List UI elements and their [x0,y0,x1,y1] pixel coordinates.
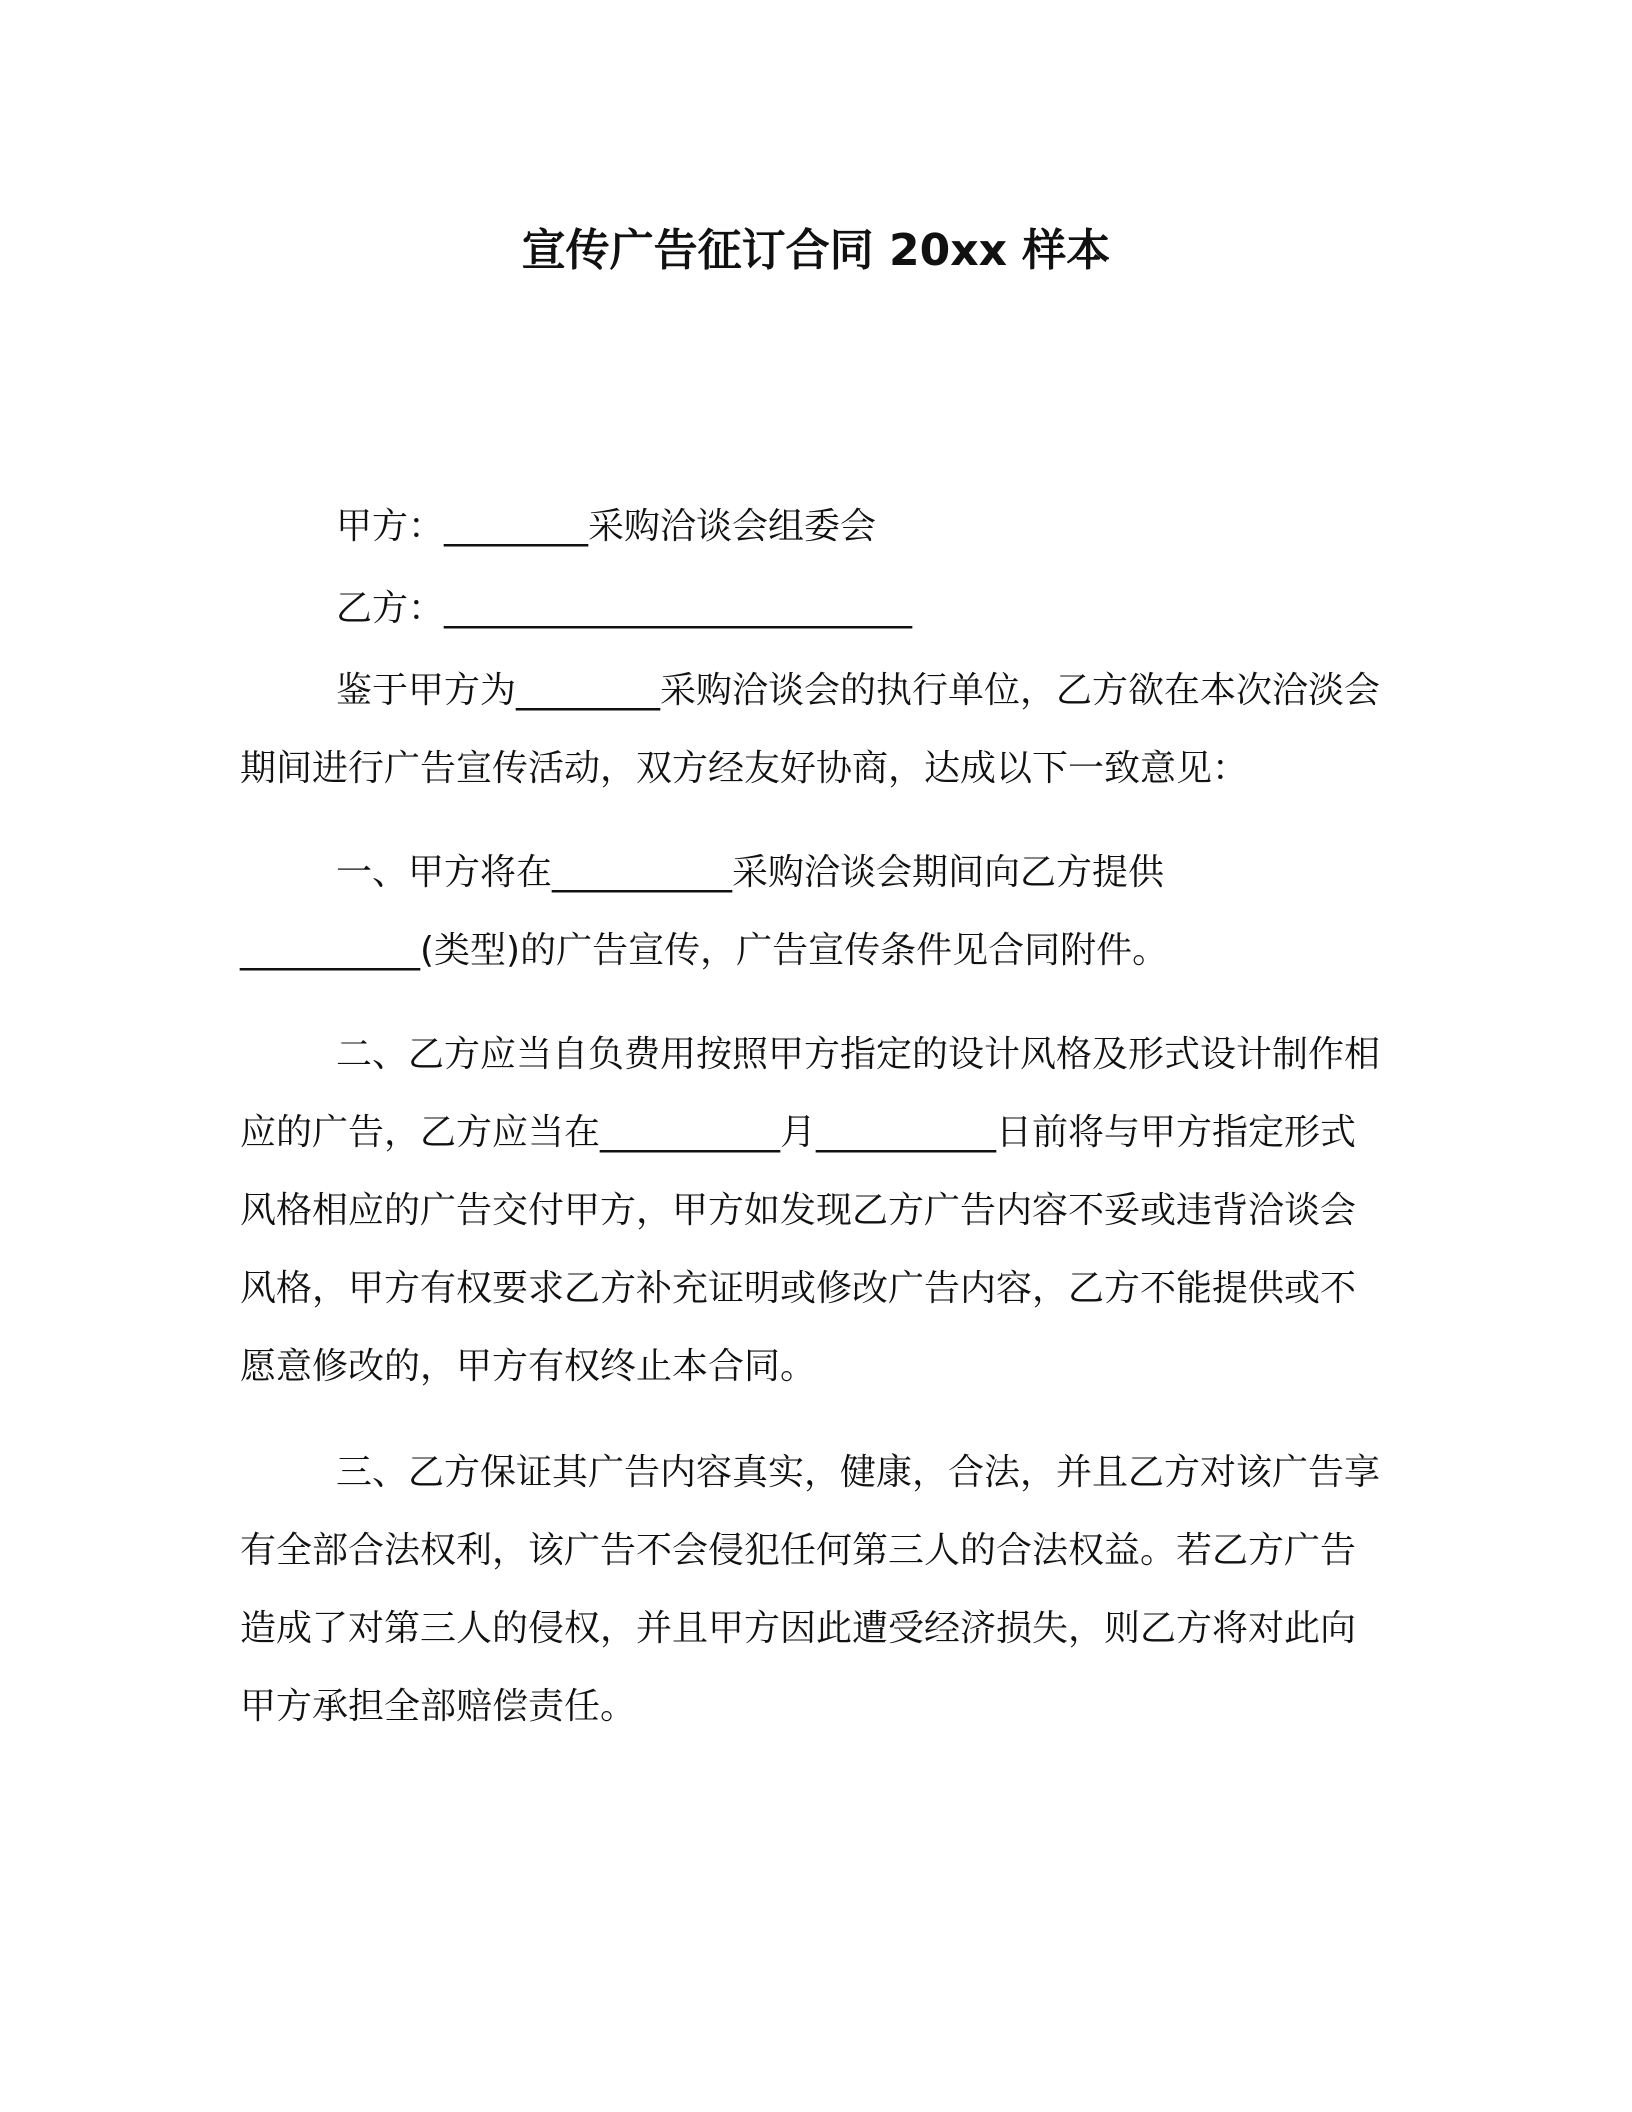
party-b-line: 乙方：__________________________ [336,588,913,629]
party-a-line: 甲方：________采购洽谈会组委会 [336,506,877,547]
document-title: 宣传广告征订合同 20xx 样本 [521,225,1111,276]
clause-2-paragraph: 二、乙方应当自负费用按照甲方指定的设计风格及形式设计制作相应的广告，乙方应当在__________月__________日前将与甲方指定形式风格相应的广告交付甲方，甲方如发现乙方广告内容不妥或违背洽谈会风格，甲方有权要求乙方补充证明或修改广告内容，乙方不能提供或不愿意修改的，甲方有权终止本合同。 [240,1034,1381,1387]
clause-1-paragraph: 一、甲方将在__________采购洽谈会期间向乙方提供__________(类型)的广告宣传，广告宣传条件见合同附件。 [240,852,1169,971]
preamble-paragraph: 鉴于甲方为________采购洽谈会的执行单位，乙方欲在本次洽淡会期间进行广告宣传活动，双方经友好协商，达成以下一致意见： [240,670,1381,789]
document-body [240,488,1380,1746]
clause-3-paragraph: 三、乙方保证其广告内容真实，健康，合法，并且乙方对该广告享有全部合法权利，该广告不会侵犯任何第三人的合法权益。若乙方广告造成了对第三人的侵权，并且甲方因此遭受经济损失，则乙方将对此向甲方承担全部赔偿责任。 [240,1452,1381,1727]
